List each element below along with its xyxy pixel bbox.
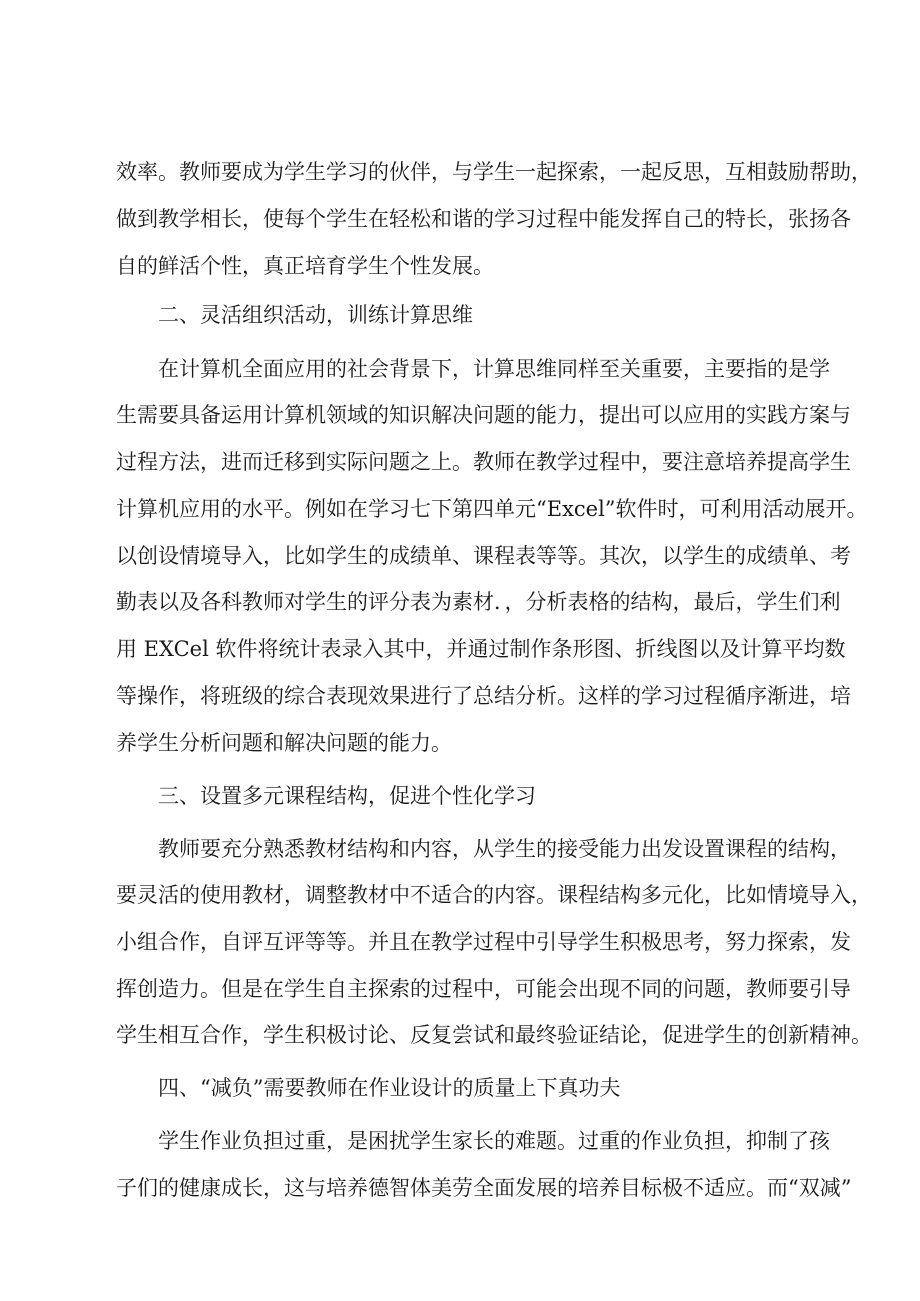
text-line: 在计算机全面应用的社会背景下，计算思维同样至关重要，主要指的是学 — [158, 357, 830, 381]
text-line: 过程方法，进而迁移到实际问题之上。教师在教学过程中，要注意培养提高学生 — [116, 450, 851, 474]
text-line: 勤表以及各科教师对学生的评分表为素材．，分析表格的结构，最后，学生们利 — [116, 590, 841, 614]
text-line: 效率。教师要成为学生学习的伙伴，与学生一起探索，一起反思，互相鼓励帮助， — [116, 160, 872, 184]
text-line: 挥创造力。但是在学生自主探索的过程中，可能会出现不同的问题，教师要引导 — [116, 977, 851, 1001]
text-line: 学生相互合作，学生积极讨论、反复尝试和最终验证结论，促进学生的创新精神。 — [116, 1023, 872, 1047]
text-line: 做到教学相长，使每个学生在轻松和谐的学习过程中能发挥自己的特长，张扬各 — [116, 207, 851, 231]
text-line: 学生作业负担过重，是困扰学生家长的难题。过重的作业负担，抑制了孩 — [158, 1129, 830, 1153]
text-line: 教师要充分熟悉教材结构和内容，从学生的接受能力出发设置课程的结构， — [158, 837, 851, 861]
text-line: 计算机应用的水平。例如在学习七下第四单元“Excel”软件时，可利用活动展开。 — [116, 497, 868, 521]
section-heading: 三、设置多元课程结构，促进个性化学习 — [158, 784, 536, 808]
text-line: 要灵活的使用教材，调整教材中不适合的内容。课程结构多元化，比如情境导入， — [116, 883, 872, 907]
text-line: 生需要具备运用计算机领域的知识解决问题的能力，提出可以应用的实践方案与 — [116, 403, 851, 427]
section-heading: 二、灵活组织活动，训练计算思维 — [158, 303, 473, 327]
text-line: 养学生分析问题和解决问题的能力。 — [116, 731, 452, 755]
text-line: 等操作，将班级的综合表现效果进行了总结分析。这样的学习过程循序渐进，培 — [116, 684, 851, 708]
text-line: 用 EXCel 软件将统计表录入其中，并通过制作条形图、折线图以及计算平均数 — [116, 637, 846, 661]
text-line: 以创设情境导入，比如学生的成绩单、课程表等等。其次，以学生的成绩单、考 — [116, 544, 851, 568]
text-line: 自的鲜活个性，真正培育学生个性发展。 — [116, 254, 494, 278]
text-line: 小组合作，自评互评等等。并且在教学过程中引导学生积极思考，努力探索，发 — [116, 930, 851, 954]
text-line: 子们的健康成长，这与培养德智体美劳全面发展的培养目标极不适应。而“双减” — [116, 1176, 852, 1200]
section-heading: 四、“减负”需要教师在作业设计的质量上下真功夫 — [158, 1076, 621, 1100]
